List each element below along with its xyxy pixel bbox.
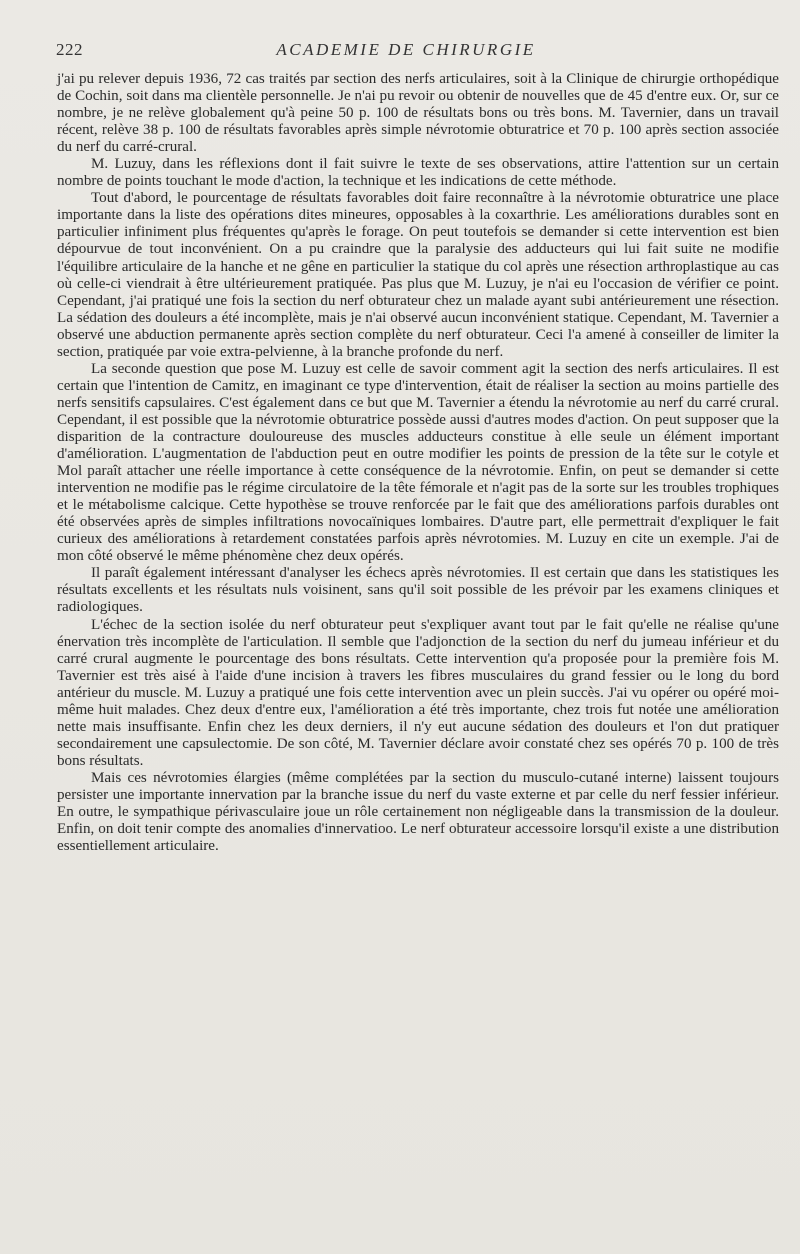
paragraph: Il paraît également intéressant d'analyser les échecs après névrotomies. Il est certain que dans les statistiques les résultats excellents et les résultats nuls voisinent, sans qu'il soit possible de les prévoir par les examens cliniques et radiologiques. [57,565,779,616]
paragraph: Mais ces névrotomies élargies (même complétées par la section du musculo-cutané interne) laissent toujours persister une importante innervation par la branche issue du nerf du vaste externe et par celle du nerf fessier inférieur. En outre, le sympathique périvasculaire joue un rôle certainement non négligeable dans la transmission de la douleur. Enfin, on doit tenir compte des anomalies d'innervatioo. Le nerf obturateur accessoire lorsqu'il existe a une distribution essentiellement articulaire. [57,769,779,855]
body-text [57,71,779,855]
paragraph-continuation: j'ai pu relever depuis 1936, 72 cas traités par section des nerfs articulaires, soit à la Clinique de chirurgie orthopédique de Cochin, soit dans ma clientèle personnelle. Je n'ai pu revoir ou obtenir de nouvelles que de 45 d'entre eux. Or, sur ce nombre, je ne relève globalement qu'à peine 50 p. 100 de résultats bons ou très bons. M. Tavernier, dans un travail récent, relève 38 p. 100 de résultats favorables après simple névrotomie obturatrice et 70 p. 100 après section associée du nerf du carré-crural. [57,71,779,156]
paragraph: La seconde question que pose M. Luzuy est celle de savoir comment agit la section des nerfs articulaires. Il est certain que l'intention de Camitz, en imaginant ce type d'intervention, était de réaliser la section au moins partielle des nerfs sensitifs capsulaires. C'est également dans ce but que M. Tavernier a étendu la névrotomie au nerf du carré crural. Cependant, il est possible que la névrotomie obturatrice possède aussi d'autres modes d'action. On peut supposer que la disparition de la contracture douloureuse des muscles adducteurs constitue à elle seule un élément important d'amélioration. L'augmentation de l'abduction peut en outre modifier les points de pression de la tête sur le cotyle et Mol paraît attacher une réelle importance à cette conséquence de la névrotomie. Enfin, on peut se demander si cette intervention ne modifie pas le régime circulatoire de la tête fémorale et n'agit pas de la sorte sur les troubles trophiques et le métabolisme calcique. Cette hypothèse se trouve renforcée par le fait que des améliorations parfois durables ont été observées après de simples infiltrations novocaïniques lombaires. D'autre part, elle permettrait d'expliquer le fait curieux des améliorations à retardement constatées parfois après névrotomies. M. Luzuy en cite un exemple. J'ai de mon côté observé le même phénomène chez deux opérés. [57,360,779,565]
paragraph: M. Luzuy, dans les réflexions dont il fait suivre le texte de ses observations, attire l'attention sur un certain nombre de points touchant le mode d'action, la technique et les indications de cette méthode. [57,156,779,190]
page-number: 222 [56,40,83,59]
running-title: ACADEMIE DE CHIRURGIE [276,40,536,59]
paragraph: L'échec de la section isolée du nerf obturateur peut s'expliquer avant tout par le fait qu'elle ne réalise qu'une énervation très incomplète de l'articulation. Il semble que l'adjonction de la section du nerf du jumeau inférieur et du carré crural augmente le pourcentage des bons résultats. Cette intervention qu'a proposée pour la première fois M. Tavernier est très aisé à l'aide d'une incision à travers les fibres musculaires du grand fessier ou le long du bord antérieur du muscle. M. Luzuy a pratiqué une fois cette intervention avec un plein succès. J'ai vu opérer ou opéré moi-même huit malades. Chez deux d'entre eux, l'amélioration a été très importante, chez trois fut notée une amélioration nette mais insuffisante. Enfin chez les deux derniers, il n'y eut aucune sédation des douleurs et l'on dut pratiquer secondairement une capsulectomie. De son côté, M. Tavernier déclare avoir constaté chez ses opérés 70 p. 100 de très bons résultats. [57,616,779,769]
page-header [56,40,756,64]
paragraph: Tout d'abord, le pourcentage de résultats favorables doit faire reconnaître à la névrotomie obturatrice une place importante dans la liste des opérations dites mineures, opposables à la coxarthrie. Les améliorations durables sont en particulier infiniment plus fréquentes qu'après le forage. On peut toutefois se demander si cette intervention est bien dépourvue de tout inconvénient. On a pu craindre que la paralysie des adducteurs qui lui fait suite ne modifie l'équilibre articulaire de la hanche et ne gêne en particulier la statique du col après une résection arthroplastique au cas où celle-ci viendrait à être ultérieurement pratiquée. Pas plus que M. Luzuy, je n'ai eu l'occasion de vérifier ce point. Cependant, j'ai pratiqué une fois la section du nerf obturateur chez un malade ayant subi antérieurement une résection. La sédation des douleurs a été incomplète, mais je n'ai observé aucun inconvénient statique. Cependant, M. Tavernier a observé une abduction permanente après section complète du nerf obturateur. Ceci l'a amené à conseiller de limiter la section, pratiquée par voie extra-pelvienne, à la branche profonde du nerf. [57,190,779,360]
